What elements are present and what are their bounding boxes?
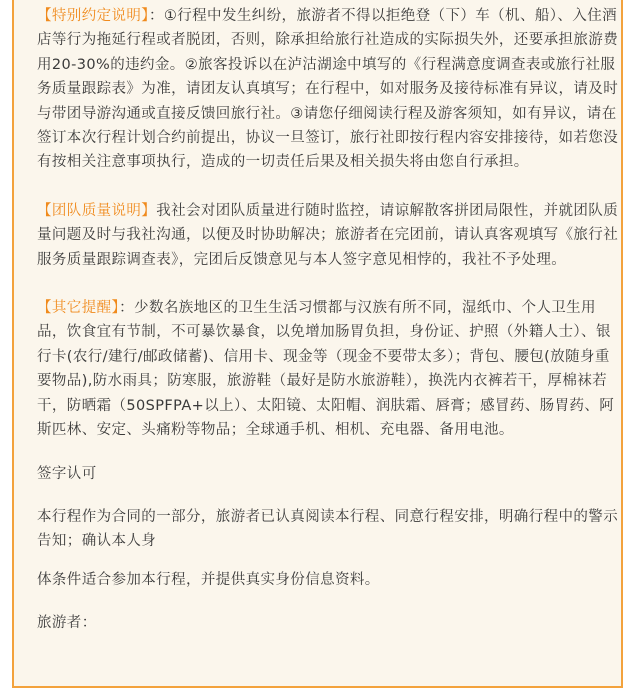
team-quality-text: 我社会对团队质量进行随时监控，请谅解散客拼团局限性，并就团队质量问题及时与我社沟通，以便及时协助解决；旅游者在完团前，请认真客观填写《旅行社服务质量跟踪调查表》，完团后反馈意见与本人签字意见相悖的，我社不予处理。 bbox=[37, 202, 619, 268]
special-agreement-tag: 【特别约定说明】 bbox=[37, 8, 149, 24]
document-content bbox=[37, 4, 619, 636]
special-agreement-text: ：①行程中发生纠纷，旅游者不得以拒绝登（下）车（机、船）、入住酒店等行为拖延行程或者脱团，否则，除承担给旅行社造成的实际损失外，还要承担旅游费用20-30%的违约金。②旅客投诉以在泸沽湖途中填写的《行程满意度调查表或旅行社服务质量跟踪表》为准，请团友认真填写；在行程中，如对服务及接待标准有异议，请及时与带团导游沟通或直接反馈回旅行社。③请您仔细阅读行程及游客须知，如有异议，请在签订本次行程计划合约前提出，协议一旦签订，旅行社即按行程内容安排接待，如若您没有按相关注意事项执行，造成的一切责任后果及相关损失将由您自行承担。 bbox=[37, 8, 619, 171]
spacer bbox=[37, 175, 619, 199]
other-reminders-text: ：少数名族地区的卫生生活习惯都与汉族有所不同，湿纸巾、个人卫生用品，饮食宜有节制，不可暴饮暴食，以免增加肠胃负担，身份证、护照（外籍人士）、银行卡(农行/建行/邮政储蓄)、信用卡、现金等（现金不要带太多）；背包、腰包(放随身重要物品),防水雨具；防寒服，旅游鞋（最好是防水旅游鞋），换洗内衣裤若干，厚棉袜若干，防晒霜（50SPFPA+以上）、太阳镜、太阳帽、润肤霜、唇膏；感冒药、肠胃药、阿斯匹林、安定、头痛粉等物品；全球通手机、相机、充电器、备用电池。 bbox=[37, 300, 615, 439]
spacer bbox=[37, 443, 619, 462]
signature-title: 签字认可 bbox=[37, 465, 97, 482]
condition-paragraph: 体条件适合参加本行程，并提供真实身份信息资料。 bbox=[37, 571, 380, 588]
spacer bbox=[37, 554, 619, 568]
traveler-signature-label: 旅游者： bbox=[37, 615, 97, 632]
special-agreement-paragraph bbox=[37, 4, 619, 175]
spacer bbox=[37, 592, 619, 611]
spacer bbox=[37, 486, 619, 505]
team-quality-tag: 【团队质量说明】 bbox=[37, 202, 157, 219]
other-reminders-paragraph bbox=[37, 296, 619, 442]
team-quality-paragraph bbox=[37, 199, 619, 272]
spacer bbox=[37, 272, 619, 296]
document-frame bbox=[12, 0, 623, 688]
other-reminders-tag: 【其它提醒】 bbox=[37, 300, 120, 317]
confirmation-paragraph: 本行程作为合同的一部分，旅游者已认真阅读本行程、同意行程安排，明确行程中的警示告知；确认本人身 bbox=[37, 508, 619, 550]
